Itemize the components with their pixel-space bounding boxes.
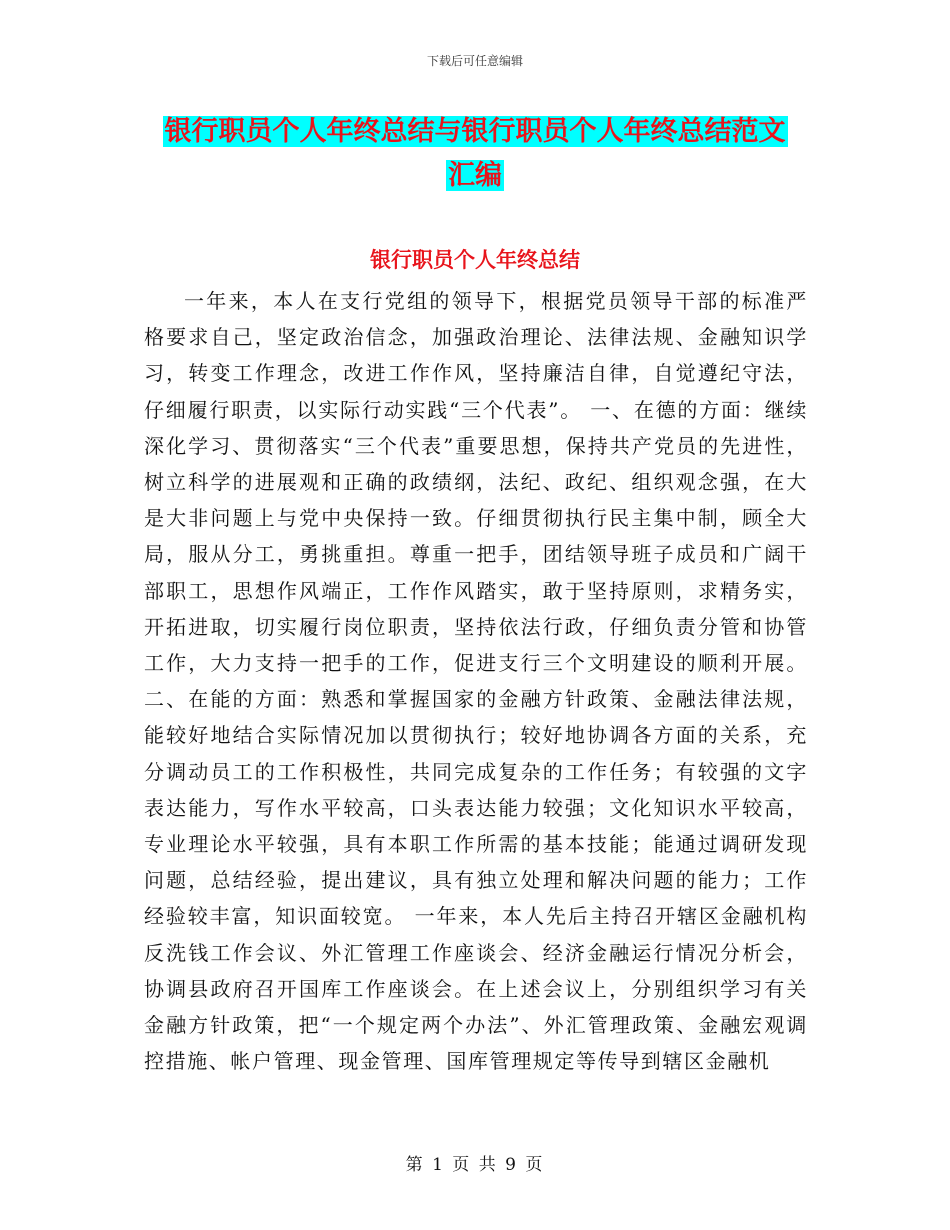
body-paragraph: 一年来，本人在支行党组的领导下，根据党员领导干部的标准严格要求自己，坚定政治信念，加强政治理论、法律法规、金融知识学习，转变工作理念，改进工作作风，坚持廉洁自律，自觉遵纪守法，仔细履行职责，以实际行动实践“三个代表”。 一、在德的方面：继续深化学习、贯彻落实“三个代表”重要思想，保持共产党员的先进性，树立科学的进展观和正确的政绩纲，法纪、政纪、组织观念强，在大是大非问题上与党中央保持一致。仔细贯彻执行民主集中制，顾全大局，服从分工，勇挑重担。尊重一把手，团结领导班子成员和广阔干部职工，思想作风端正，工作作风踏实，敢于坚持原则，求精务实，开拓进取，切实履行岗位职责，坚持依法行政，仔细负责分管和协管工作，大力支持一把手的工作，促进支行三个文明建设的顺利开展。 二、在能的方面：熟悉和掌握国家的金融方针政策、金融法律法规，能较好地结合实际情况加以贯彻执行；较好地协调各方面的关系，充分调动员工的工作积极性，共同完成复杂的工作任务；有较强的文字表达能力，写作水平较高，口头表达能力较强；文化知识水平较高，专业理论水平较强，具有本职工作所需的基本技能；能通过调研发现问题，总结经验，提出建议，具有独立处理和解决问题的能力；工作经验较丰富，知识面较宽。 一年来，本人先后主持召开辖区金融机构反洗钱工作会议、外汇管理工作座谈会、经济金融运行情况分析会，协调县政府召开国库工作座谈会。在上述会议上，分别组织学习有关金融方针政策，把“一个规定两个办法”、外汇管理政策、金融宏观调控措施、帐户管理、现金管理、国库管理规定等传导到辖区金融机 — [144, 289, 808, 1074]
document-title-line-2: 汇编 — [448, 160, 502, 191]
document-title — [0, 110, 950, 198]
header-note: 下载后可任意编辑 — [426, 54, 523, 68]
document-title-line-1: 银行职员个人年终总结与银行职员个人年终总结范文 — [164, 116, 786, 147]
section-title: 银行职员个人年终总结 — [370, 247, 580, 272]
page-number: 第 1 页 共 9 页 — [405, 1155, 545, 1175]
